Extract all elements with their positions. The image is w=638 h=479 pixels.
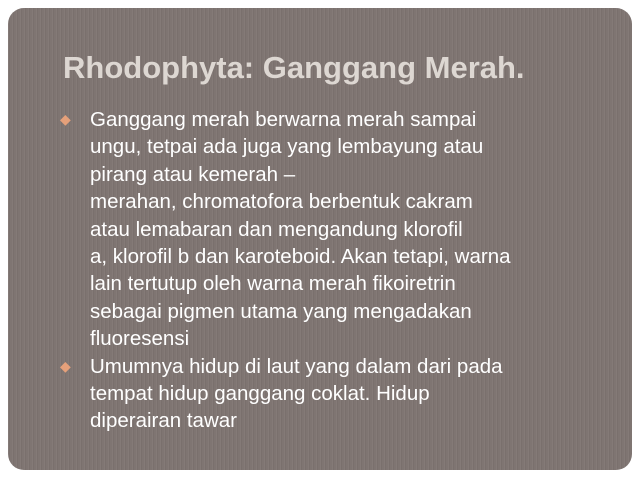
bullet-line: fluoresensi (90, 327, 190, 351)
bullet-line: Umumnya hidup di laut yang dalam dari pada (90, 354, 503, 378)
bullet-line: diperairan tawar (90, 409, 237, 433)
bullet-icon: ◆ (60, 111, 71, 127)
bullet-line: lain tertutup oleh warna merah fikoiretrin (90, 272, 456, 296)
bullet-line: Ganggang merah berwarna merah sampai (90, 108, 477, 131)
bullet-line: ungu, tetpai ada juga yang lembayung atau (90, 135, 484, 159)
bullet-item (60, 106, 620, 353)
bullet-list (60, 106, 620, 435)
bullet-line: merahan, chromatofora berbentuk cakram (90, 190, 473, 214)
bullet-line: atau lemabaran dan mengandung klorofil (90, 217, 463, 241)
bullet-item (60, 353, 620, 435)
bullet-line: tempat hidup ganggang coklat. Hidup (90, 382, 430, 406)
bullet-icon: ◆ (60, 357, 71, 374)
bullet-line: a, klorofil b dan karoteboid. Akan tetapi, warna (90, 245, 511, 269)
slide-title: Rhodophyta: Ganggang Merah. (63, 50, 525, 85)
bullet-line: sebagai pigmen utama yang mengadakan (90, 299, 472, 323)
bullet-line: pirang atau kemerah – (90, 162, 296, 186)
